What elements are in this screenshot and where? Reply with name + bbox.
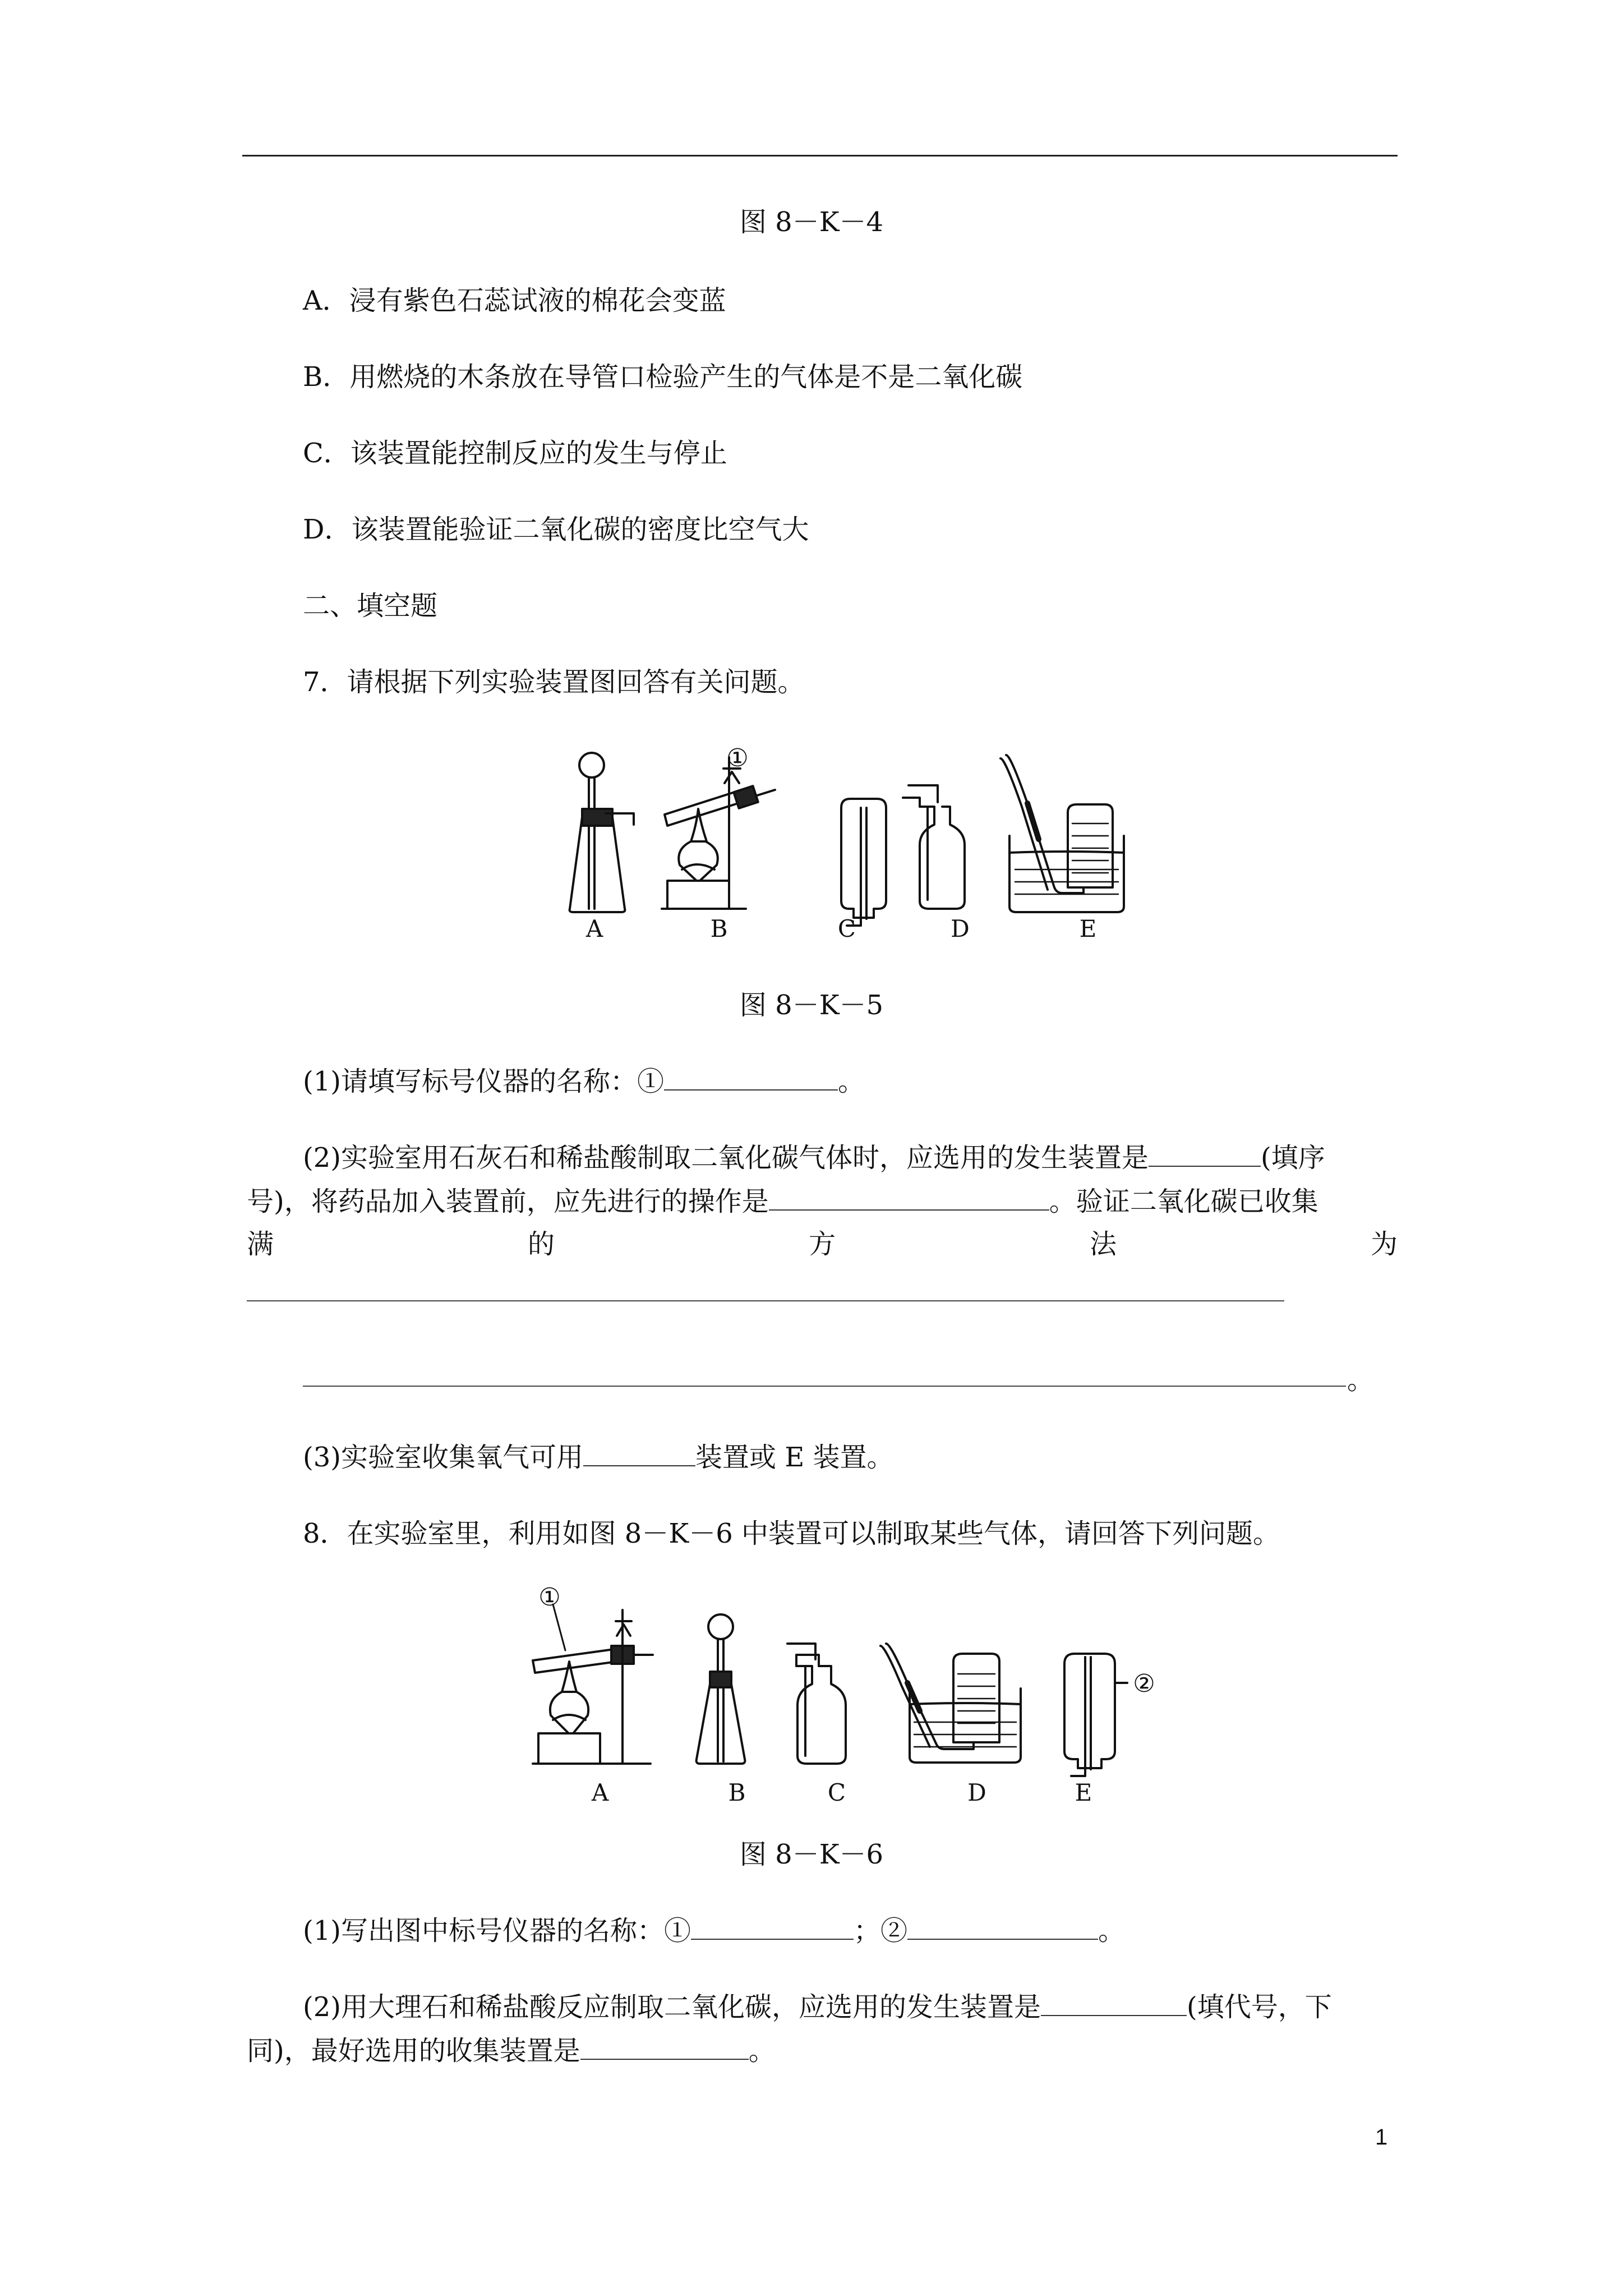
q7-part-2-line-2: [247, 1185, 1318, 1218]
apparatus-d-water-trough: [880, 1644, 1021, 1763]
apparatus-b-flask: [697, 1614, 745, 1764]
page-number: 1: [1375, 2125, 1388, 2150]
answer-blank-q8-1a[interactable]: [691, 1914, 854, 1940]
answer-blank-q8-2a[interactable]: [1041, 1990, 1187, 2016]
option-d: D．该装置能验证二氧化碳的密度比空气大: [303, 514, 809, 545]
spread-char: 满: [247, 1228, 274, 1260]
q7-part-1-end: 。: [838, 1066, 865, 1097]
apparatus-e-water-trough: [1000, 755, 1124, 912]
q8-part-2-text-3: 同)，最好选用的收集装置是: [247, 2035, 580, 2067]
label-a: A: [591, 1779, 609, 1806]
figure-8-k-6-apparatus: [522, 1583, 1195, 1812]
apparatus-c-gas-bottle: [787, 1644, 846, 1764]
apparatus-a-flask: [570, 753, 634, 912]
figure-caption-8-k-5: 图 8－K－5: [739, 990, 884, 1021]
q8-part-2-text-2: (填代号，下: [1187, 1991, 1332, 2023]
spread-char: 的: [527, 1228, 555, 1260]
question-8-stem: 8．在实验室里，利用如图 8－K－6 中装置可以制取某些气体，请回答下列问题。: [303, 1518, 1280, 1549]
q7-part-2-text-2: (填序: [1261, 1142, 1325, 1174]
figure-8-k-5-apparatus: [550, 740, 1155, 954]
q8-part-1: [303, 1914, 1125, 1948]
spread-char: 方: [808, 1228, 836, 1260]
marker-1: ①: [726, 744, 749, 772]
label-b: B: [728, 1779, 746, 1806]
q8-part-1-end: 。: [1098, 1915, 1126, 1947]
q8-part-1-text-1: (1)写出图中标号仪器的名称：①: [303, 1915, 691, 1947]
option-b: B．用燃烧的木条放在导管口检验产生的气体是不是二氧化碳: [303, 361, 1023, 393]
q7-part-2-line-3: [247, 1227, 1398, 1261]
question-7-stem: 7．请根据下列实验装置图回答有关问题。: [303, 666, 805, 698]
q7-part-3: [303, 1441, 894, 1474]
answer-line-q7-2c[interactable]: [247, 1300, 1284, 1301]
label-d: D: [967, 1779, 986, 1806]
spread-char: 为: [1370, 1228, 1398, 1260]
q7-part-2-text-3: 号)，将药品加入装置前，应先进行的操作是: [247, 1186, 769, 1217]
option-a: A．浸有紫色石蕊试液的棉花会变蓝: [303, 285, 726, 316]
figure-caption-8-k-4: 图 8－K－4: [739, 206, 884, 238]
q8-part-2-line-2: [247, 2034, 776, 2068]
answer-line-q7-2d[interactable]: [303, 1386, 1346, 1387]
header-rule: [242, 155, 1398, 157]
apparatus-c-gas-bottle: [841, 799, 886, 926]
answer-blank-q8-2b[interactable]: [580, 2034, 749, 2060]
q7-part-2-end: 。: [1347, 1364, 1375, 1396]
q8-part-1-text-2: ；②: [854, 1915, 908, 1947]
q7-part-2-text-1: (2)实验室用石灰石和稀盐酸制取二氧化碳气体时，应选用的发生装置是: [303, 1142, 1149, 1174]
label-e: E: [1079, 915, 1097, 942]
label-c: C: [837, 915, 856, 942]
label-b: B: [710, 915, 728, 942]
label-a: A: [585, 915, 603, 942]
apparatus-d-gas-bottle: [903, 785, 965, 909]
figure-caption-8-k-6: 图 8－K－6: [739, 1839, 884, 1870]
q7-part-2-text-4: 。验证二氧化碳已收集: [1049, 1186, 1318, 1217]
q8-part-2-text-1: (2)用大理石和稀盐酸反应制取二氧化碳，应选用的发生装置是: [303, 1991, 1041, 2023]
q8-part-2-end: 。: [748, 2035, 776, 2067]
q7-part-1-text: (1)请填写标号仪器的名称：①: [303, 1066, 664, 1097]
answer-blank-q7-2a[interactable]: [1149, 1141, 1261, 1167]
q7-part-3-text-1: (3)实验室收集氧气可用: [303, 1442, 583, 1473]
apparatus-a-heating-setup: [533, 1604, 653, 1764]
option-c: C．该装置能控制反应的发生与停止: [303, 438, 727, 469]
q7-part-1: [303, 1065, 865, 1098]
label-c: C: [827, 1779, 846, 1806]
label-d: D: [951, 915, 970, 942]
answer-blank-q7-3[interactable]: [583, 1441, 695, 1466]
marker-2: ②: [1133, 1669, 1155, 1698]
q7-part-2-line-1: [303, 1141, 1325, 1175]
answer-blank-q8-1b[interactable]: [907, 1914, 1098, 1940]
spread-char: 法: [1089, 1228, 1117, 1260]
q8-part-2-line-1: [303, 1990, 1332, 2024]
marker-1: ①: [538, 1583, 561, 1612]
section-heading: 二、填空题: [303, 590, 438, 622]
apparatus-b-heating-setup: [662, 757, 775, 909]
apparatus-e-gas-bottle: [1064, 1654, 1127, 1776]
answer-blank-q7-1[interactable]: [664, 1065, 838, 1091]
label-e: E: [1075, 1779, 1092, 1806]
answer-blank-q7-2b[interactable]: [769, 1185, 1049, 1211]
q7-part-3-text-2: 装置或 E 装置。: [695, 1442, 894, 1473]
